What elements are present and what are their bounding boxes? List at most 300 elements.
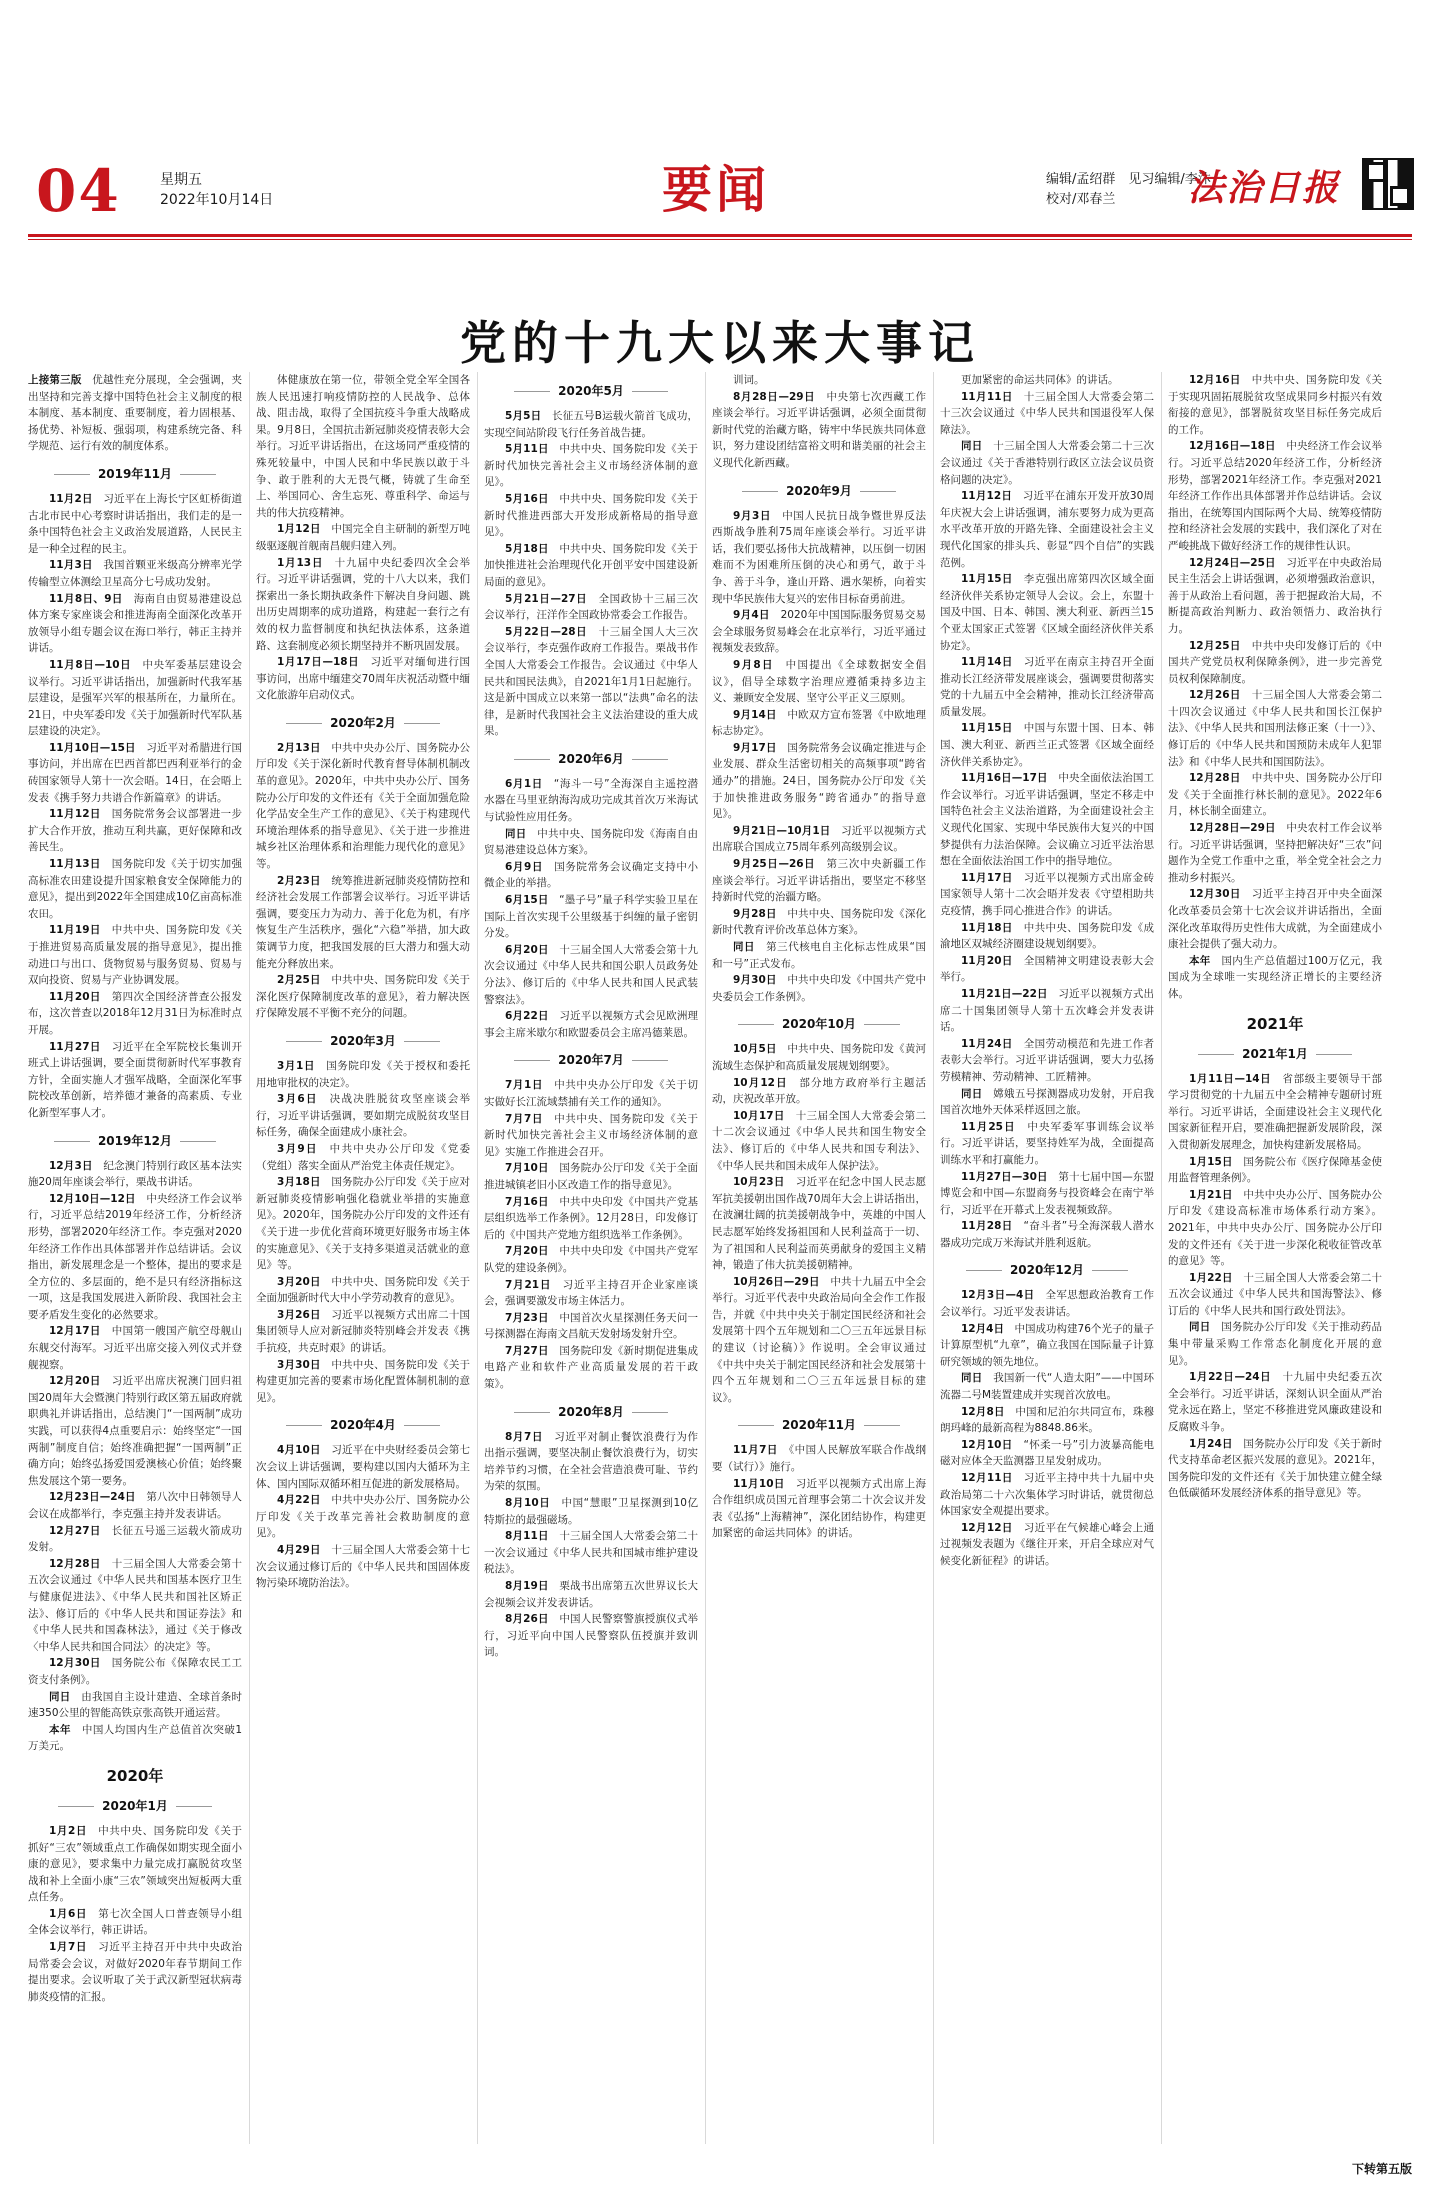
entry-date: 1月24日 (1189, 1437, 1233, 1450)
entry-date: 7月10日 (505, 1162, 549, 1175)
entry-text: 中央军委军事训练会议举行。习近平讲话，要坚持姓军为战，全面提高训练水平和打赢能力。 (940, 1120, 1154, 1166)
entry-text: 第四次全国经济普查公报发布，这次普查以2018年12月31日为标准时点开展。 (28, 990, 242, 1036)
entry-text: 第七次全国人口普查领导小组全体会议举行，韩正讲话。 (28, 1907, 242, 1937)
chronicle-entry (28, 1556, 242, 1656)
entry-text: 训词。 (733, 374, 765, 386)
chronicle-entry (28, 806, 242, 856)
chronicle-entry (940, 372, 1154, 389)
chronicle-entry (256, 1141, 470, 1174)
chronicle-entry (484, 1277, 698, 1310)
entry-date: 12月28日 (1189, 772, 1241, 785)
chronicle-entry (28, 1906, 242, 1939)
chronicle-entry (484, 892, 698, 942)
entry-date: 11月19日 (49, 924, 101, 937)
entry-date: 11月25日 (961, 1120, 1016, 1133)
entry-date: 同日 (961, 1087, 983, 1100)
entry-date: 11月17日 (961, 871, 1013, 884)
month-heading: 2020年5月 (484, 382, 698, 400)
entry-text: 中共中央、国务院印发《关于新时代推进西部大开发形成新格局的指导意见》。 (484, 492, 698, 539)
entry-text: 国务院公布《医疗保障基金使用监督管理条例》。 (1168, 1155, 1382, 1185)
chronicle-entry (28, 1158, 242, 1191)
chronicle-entry (712, 1041, 926, 1074)
chronicle-entry (484, 1243, 698, 1276)
entry-date: 11月12日 (961, 490, 1013, 503)
entry-date: 11月8日—10日 (49, 658, 132, 671)
month-heading: 2020年8月 (484, 1403, 698, 1421)
entry-text: 国务院办公厅印发《关于新时代支持革命老区振兴发展的意见》。2021年，国务院印发的文件还有《关于加快建立健全绿色低碳循环发展经济体系的指导意见》等。 (1168, 1437, 1382, 1500)
entry-date: 10月23日 (733, 1176, 785, 1189)
month-heading: 2019年12月 (28, 1132, 242, 1150)
chronicle-entry (256, 873, 470, 973)
entry-text: 国务院印发《关于授权和委托用地审批权的决定》。 (256, 1059, 470, 1089)
entry-text: 国务院印发《新时期促进集成电路产业和软件产业高质量发展的若干政策》。 (484, 1344, 698, 1391)
chronicle-entry (484, 1495, 698, 1528)
entry-text: 习近平主持中共十九届中央政治局第二十六次集体学习时讲话，就贯彻总体国家安全观提出要求。 (940, 1472, 1154, 1518)
chronicle-entry (940, 770, 1154, 870)
entry-text: 十三届全国人大常委会第十七次会议通过修订后的《中华人民共和国固体废物污染环境防治法》。 (256, 1544, 470, 1590)
entry-text: 中共中央、国务院印发《黄河流域生态保护和高质量发展规划纲要》。 (712, 1043, 926, 1072)
chronicle-entry (712, 1442, 926, 1475)
entry-text: 第三代核电自主化标志性成果“国和一号”正式发布。 (712, 941, 926, 970)
chronicle-entry (712, 906, 926, 939)
entry-date: 11月10日—15日 (49, 741, 136, 754)
column-divider (933, 372, 934, 2144)
entry-date: 12月30日 (49, 1657, 101, 1670)
entry-date: 12月3日 (49, 1159, 93, 1172)
entry-text: 中央全面依法治国工作会议举行。习近平讲话强调，坚定不移走中国特色社会主义法治道路，为全面建设社会主义现代化国家、实现中华民族伟大复兴的中国梦提供有力法治保障。会议确立习近平法治思想在全面依法治国工作中的指导地位。 (940, 772, 1154, 868)
entry-text: 中国人均国内生产总值首次突破1万美元。 (28, 1723, 242, 1753)
entry-text: 中央经济工作会议举行。习近平总结2020年经济工作，分析经济形势，部署2021年经济工作。李克强对2021年经济工作作出具体部署并作总结讲话。会议指出，在统筹国内国际两个大局、统筹疫情防控和经济社会发展的实践中，我们深化了对在严峻挑战下做好经济工作的规律性认识。 (1168, 440, 1382, 552)
column-divider (705, 372, 706, 2144)
text-column (1168, 372, 1382, 2144)
entry-date: 9月30日 (733, 974, 777, 987)
entry-date: 12月28日 (49, 1557, 101, 1570)
entry-date: 12月30日 (1189, 888, 1241, 901)
issue-date-block (160, 170, 273, 210)
entry-text: “怀柔一号”引力波暴高能电磁对应体全天监测器卫星发射成功。 (940, 1438, 1154, 1468)
entry-text: 中国第一艘国产航空母舰山东舰交付海军。习近平出席交接入列仪式并登舰视察。 (28, 1325, 242, 1371)
entry-date: 9月25日—26日 (733, 858, 816, 871)
entry-date: 5月22日—28日 (505, 625, 588, 638)
chronicle-entry (940, 1086, 1154, 1119)
column-divider (249, 372, 250, 2144)
entry-text: 中共中央、国务院印发《关于实现巩固拓展脱贫攻坚成果同乡村振兴有效衔接的意见》，部署脱贫攻坚目标任务完成后的工作。 (1168, 374, 1382, 436)
entry-date: 11月10日 (733, 1477, 785, 1490)
entry-text: 习近平在全军院校长集训开班式上讲话强调，要全面贯彻新时代军事教育方针，全面实施人才强军战略，全面深化军事院校改革创新，培养德才兼备的高素质、专业化新型军事人才。 (28, 1040, 242, 1119)
month-heading: 2020年9月 (712, 482, 926, 500)
chronicle-entry (484, 1429, 698, 1495)
editor-line-2: 校对/邓春兰 (1046, 192, 1116, 207)
chronicle-entry (712, 1274, 926, 1407)
entry-date: 12月10日—12日 (49, 1192, 136, 1205)
chronicle-entry (484, 1611, 698, 1661)
entry-text: 国务院办公厅印发《关于全面推进城镇老旧小区改造工作的指导意见》。 (484, 1162, 698, 1191)
entry-date: 11月20日 (49, 990, 101, 1003)
entry-date: 1月22日—24日 (1189, 1371, 1272, 1384)
chronicle-entry (712, 740, 926, 823)
chronicle-entry (1168, 1154, 1382, 1187)
entry-text: 习近平以视频方式出席金砖国家领导人第十二次会晤并发表《守望相助共克疫情，携手同心推进合作》的讲话。 (940, 871, 1154, 917)
entry-text: 部分地方政府举行主题活动，庆祝改革开放。 (712, 1076, 926, 1106)
entry-date: 6月15日 (505, 894, 549, 907)
entry-date: 7月20日 (505, 1245, 549, 1258)
chronicle-entry (484, 1160, 698, 1193)
chronicle-entry (1168, 1071, 1382, 1154)
entry-text: 习近平在气候雄心峰会上通过视频发表题为《继往开来，开启全球应对气候变化新征程》的讲话。 (940, 1521, 1154, 1567)
editor-line-1: 编辑/孟绍群 见习编辑/李沐 (1046, 172, 1211, 187)
chronicle-entry (940, 1470, 1154, 1520)
chronicle-entry (484, 624, 698, 740)
chronicle-entry (256, 1274, 470, 1307)
chronicle-entry (28, 657, 242, 740)
entry-date: 11月20日 (961, 954, 1013, 967)
chronicle-entry (484, 591, 698, 624)
chronicle-entry (712, 657, 926, 707)
entry-date: 6月22日 (505, 1010, 549, 1023)
entry-text: 中共中央、国务院印发《关于新时代加快完善社会主义市场经济体制的意见》实施工作推进会召开。 (484, 1112, 698, 1158)
entry-text: 十三届全国人大常委会第二十一次会议通过《中华人民共和国城市维护建设税法》。 (484, 1530, 698, 1576)
entry-date: 8月28日—29日 (733, 390, 816, 403)
chronicle-entry (28, 491, 242, 557)
entry-text: 中共中央印发修订后的《中国共产党党员权利保障条例》，进一步完善党员权利保障制度。 (1168, 639, 1382, 685)
chronicle-entry (712, 707, 926, 740)
chronicle-entry (940, 438, 1154, 488)
header-rule-thin (28, 239, 1412, 240)
chronicle-entry (256, 1442, 470, 1492)
entry-text: 国务院常务会议确定支持中小微企业的举措。 (484, 860, 698, 890)
chronicle-entry (256, 1492, 470, 1542)
continued-note: 下转第五版 (1351, 2162, 1412, 2176)
entry-text: 国务院办公厅印发《关于应对新冠肺炎疫情影响强化稳就业举措的实施意见》。2020年，国务院办公厅印发的文件还有《关于进一步优化营商环境更好服务市场主体的实施意见》、《关于支持多渠道灵活就业的意见》等。 (256, 1176, 470, 1272)
chronicle-entry (28, 1489, 242, 1522)
chronicle-entry (28, 1689, 242, 1722)
entry-text: 中国和尼泊尔共同宣布，珠穆朗玛峰的最新高程为8848.86米。 (940, 1405, 1154, 1435)
entry-text: 国务院公布《保障农民工工资支付条例》。 (28, 1657, 242, 1686)
chronicle-entry (940, 920, 1154, 953)
chronicle-entry (712, 389, 926, 472)
entry-text: 统筹推进新冠肺炎疫情防控和经济社会发展工作部署会议举行。习近平讲话强调，要变压力为动力、善于化危为机，有序恢复生产生活秩序，强化“六稳”举措，加大政策调节力度，把我国发展的巨大潜力和强大动能充分释放出来。 (256, 874, 470, 970)
entry-text: 优越性充分展现，全会强调，夹出坚持和完善支撑中国特色社会主义制度的根本制度、基本制度、重要制度，着力固根基、扬优势、补短板、强弱项，构建系统完备、科学规范、运行有效的制度体系。 (28, 374, 242, 453)
entry-text: 中共中央、国务院印发《关于加快推进社会治理现代化开创平安中国建设新局面的意见》。 (484, 542, 698, 588)
entry-text: “海斗一号”全海深自主遥控潜水器在马里亚纳海沟成功完成其首次万米海试与试验性应用任务。 (484, 777, 698, 824)
chronicle-entry (712, 1108, 926, 1174)
entry-date: 5月18日 (505, 542, 549, 555)
entry-date: 11月28日 (961, 1220, 1013, 1233)
entry-text: 十三届全国人大常委会第十九次会议通过《中华人民共和国公职人员政务处分法》、修订后的《中华人民共和国人民武装警察法》。 (484, 943, 698, 1006)
entry-text: “奋斗者”号全海深载人潜水器成功完成万米海试并胜利返航。 (940, 1220, 1154, 1249)
month-heading: 2020年7月 (484, 1051, 698, 1069)
chronicle-entry (256, 1058, 470, 1091)
entry-date: 5月21日—27日 (505, 592, 588, 605)
continued-from-label: 上接第三版 (28, 374, 82, 386)
entry-text: 十三届全国人大常委会第二十三次会议通过《中华人民共和国退役军人保障法》。 (940, 390, 1154, 436)
entry-text: 习近平在中央政治局民主生活会上讲话强调，必须增强政治意识，善于从政治上看问题，善于把握政治大局，不断提高政治判断力、政治领悟力、政治执行力。 (1168, 556, 1382, 635)
entry-date: 4月10日 (277, 1444, 321, 1457)
chronicle-entry (940, 986, 1154, 1036)
entry-date: 3月20日 (277, 1275, 321, 1288)
entry-text: 习近平在浦东开发开放30周年庆祝大会上讲话强调，浦东要努力成为更高水平改革开放的开路先锋、全面建设社会主义现代化国家的排头兵、彰显“四个自信”的实践范例。 (940, 490, 1154, 569)
entry-date: 11月11日 (961, 390, 1013, 403)
entry-date: 2月23日 (277, 874, 321, 887)
chronicle-entry (484, 942, 698, 1008)
entry-text: 习近平对制止餐饮浪费行为作出指示强调，要坚决制止餐饮浪费行为，切实培养节约习惯，在全社会营造浪费可耻、节约为荣的氛围。 (484, 1430, 698, 1493)
entry-date: 8月7日 (505, 1430, 544, 1443)
entry-date: 7月21日 (505, 1278, 552, 1291)
entry-text: 全军思想政治教育工作会议举行。习近平发表讲话。 (940, 1289, 1154, 1319)
entry-text: 习近平在南京主持召开全面推动长江经济带发展座谈会，强调要贯彻落实党的十九届五中全会精神，推动长江经济带高质量发展。 (940, 656, 1154, 718)
chronicle-entry (256, 555, 470, 655)
entry-text: 长征五号遥三运载火箭成功发射。 (28, 1524, 242, 1554)
masthead (28, 158, 1412, 230)
entry-date: 11月18日 (961, 921, 1013, 934)
chronicle-entry (940, 1321, 1154, 1371)
entry-date: 1月6日 (49, 1907, 88, 1920)
entry-date: 7月23日 (505, 1311, 549, 1324)
chronicle-entry (940, 654, 1154, 720)
entry-date: 6月1日 (505, 777, 543, 790)
month-heading: 2020年1月 (28, 1797, 242, 1815)
lead-paragraph (28, 372, 242, 455)
entry-text: 习近平在上海长宁区虹桥街道古北市民中心考察时讲话指出，我们走的是一条中国特色社会主义政治发展道路，人民民主是一种全过程的民主。 (28, 492, 242, 555)
entry-text: 中国人民抗日战争暨世界反法西斯战争胜利75周年座谈会举行。习近平讲话，我们要弘扬伟大抗战精神，以压倒一切困难而不为困难所压倒的决心和勇气，敢于斗争、善于斗争，逢山开路、遇水架桥，向着实现中华民族伟大复兴的宏伟目标奋勇前进。 (712, 509, 926, 605)
entry-text: 习近平出席庆祝澳门回归祖国20周年大会暨澳门特别行政区第五届政府就职典礼并讲话指出，总结澳门“一国两制”成功实践，可以获得4点重要启示：始终坚定“一国两制”制度自信；始终准确把握“一国两制”正确方向；始终弘扬爱国爱澳核心价值；始终聚焦发展这个第一要务。 (28, 1375, 242, 1487)
entry-text: 《中国人民解放军联合作战纲要（试行）》施行。 (712, 1444, 926, 1474)
chronicle-entry (712, 607, 926, 657)
entry-text: 习近平主持召开企业家座谈会，强调要激发市场主体活力。 (484, 1278, 698, 1308)
entry-date: 1月17日—18日 (277, 656, 360, 669)
entry-date: 11月3日 (49, 559, 93, 572)
chronicle-entry (1168, 687, 1382, 770)
chronicle-entry (1168, 372, 1382, 438)
entry-date: 11月24日 (961, 1037, 1013, 1050)
chronicle-entry (1168, 953, 1382, 1003)
text-column (712, 372, 926, 2144)
entry-text: 2020年中国国际服务贸易交易会全球服务贸易峰会在北京举行，习近平通过视频发表致辞。 (712, 609, 926, 655)
chronicle-entry (940, 571, 1154, 654)
qr-code-icon (1362, 158, 1414, 210)
month-heading: 2020年3月 (256, 1032, 470, 1050)
entry-text: 我国首颗亚米级高分辨率光学传输型立体测绘卫星高分七号成功发射。 (28, 559, 242, 588)
chronicle-entry (712, 1174, 926, 1274)
chronicle-entry (1168, 555, 1382, 638)
text-column (28, 372, 242, 2144)
entry-date: 本年 (49, 1723, 71, 1736)
entry-date: 4月22日 (277, 1494, 321, 1507)
entry-date: 12月12日 (961, 1521, 1013, 1534)
entry-text: 全国精神文明建设表彰大会举行。 (940, 954, 1154, 984)
entry-text: 中国成功构建76个光子的量子计算原型机“九章”，确立我国在国际量子计算研究领域的领先地位。 (940, 1322, 1154, 1368)
issue-date: 2022年10月14日 (160, 192, 274, 208)
entry-text: 中央经济工作会议举行，习近平总结2019年经济工作，分析经济形势，部署2020年经济工作。李克强对2020年经济工作作出具体部署并作总结讲话。会议指出，新发展理念是一个整体，提出的要求是全方位的、多层面的，绝不是只有经济指标这一项，这是我国发展进入新阶段、我国社会主要矛盾发生变化的必然要求。 (28, 1192, 242, 1321)
entry-date: 本年 (1189, 954, 1211, 967)
chronicle-entry (28, 1191, 242, 1324)
chronicle-entry (256, 1542, 470, 1592)
chronicle-entry (712, 372, 926, 389)
entry-date: 同日 (733, 941, 756, 953)
chronicle-entry (28, 591, 242, 657)
entry-text: 十三届全国人大常委会第二十四次会议通过《中华人民共和国长江保护法》、《中华人民共和国刑法修正案（十一）》、修订后的《中华人民共和国预防未成年人犯罪法》和《中华人民共和国国防法》。 (1168, 689, 1382, 768)
chronicle-entry (1168, 1369, 1382, 1435)
entry-date: 8月26日 (505, 1613, 549, 1626)
entry-text: 中共中央印发《中国共产党中央委员会工作条例》。 (712, 974, 926, 1003)
text-column (484, 372, 698, 2144)
chronicle-entry (940, 953, 1154, 986)
chronicle-entry (484, 1077, 698, 1110)
entry-date: 12月20日 (49, 1375, 101, 1388)
year-heading: 2021年 (1246, 1014, 1304, 1033)
entry-text: 省部级主要领导干部学习贯彻党的十九届五中全会精神专题研讨班举行。习近平讲话，全面建设社会主义现代化国家新征程开启，要准确把握新发展阶段，深入贯彻新发展理念，加快构建新发展格局。 (1168, 1072, 1382, 1151)
entry-date: 11月15日 (961, 722, 1013, 735)
chronicle-entry (712, 508, 926, 608)
entry-text: 李克强出席第四次区域全面经济伙伴关系协定领导人会议。会上，东盟十国及中国、日本、韩国、澳大利亚、新西兰15个亚太国家正式签署《区域全面经济伙伴关系协定》。 (940, 573, 1154, 652)
chronicle-entry (256, 972, 470, 1022)
entry-text: 第十七届中国—东盟博览会和中国—东盟商务与投资峰会在南宁举行，习近平在开幕式上发表视频致辞。 (940, 1170, 1154, 1216)
year-heading: 2020年 (106, 1766, 164, 1785)
chronicle-entry (256, 654, 470, 704)
entry-date: 7月27日 (505, 1344, 549, 1357)
entry-text: 十九届中央纪委五次全会举行。习近平讲话，深刻认识全面从严治党永远在路上，坚定不移推进党风廉政建设和反腐败斗争。 (1168, 1371, 1382, 1434)
entry-text: 纪念澳门特别行政区基本法实施20周年座谈会举行，栗战书讲话。 (28, 1159, 242, 1189)
entry-date: 11月14日 (961, 656, 1013, 669)
chronicle-entry (28, 1939, 242, 2005)
entry-date: 9月8日 (733, 658, 774, 671)
entry-text: 中共中央、国务院印发《深化新时代教育评价改革总体方案》。 (712, 907, 926, 937)
entry-date: 9月28日 (733, 907, 777, 920)
entry-date: 12月23日—24日 (49, 1491, 136, 1504)
chronicle-entry (256, 372, 470, 521)
entry-text: 中共中央、国务院印发《关于抓好“三农”领域重点工作确保如期实现全面小康的意见》，要求集中力量完成打赢脱贫攻坚战和补上全面小康“三农”领域突出短板两大重点任务。 (28, 1824, 242, 1904)
entry-date: 同日 (49, 1690, 71, 1703)
entry-text: 十三届全国人大常委会第二十五次会议通过《中华人民共和国海警法》、修订后的《中华人民共和国行政处罚法》。 (1168, 1271, 1382, 1317)
chronicle-entry (484, 1578, 698, 1611)
chronicle-entry (940, 1404, 1154, 1437)
entry-date: 6月9日 (505, 860, 544, 873)
entry-text: 中共中央、国务院办公厅印发《关于全面推行林长制的意见》。2022年6月，林长制全面建立。 (1168, 772, 1382, 818)
entry-text: 习近平以视频方式会见欧洲理事会主席米歇尔和欧盟委员会主席冯德莱恩。 (484, 1010, 698, 1039)
chronicle-entry (484, 1194, 698, 1244)
chronicle-entry (712, 823, 926, 856)
entry-date: 11月16日—17日 (961, 772, 1048, 785)
entry-date: 3月30日 (277, 1358, 321, 1371)
chronicle-entry (484, 1008, 698, 1041)
entry-date: 1月22日 (1189, 1271, 1233, 1284)
header-rule (28, 234, 1412, 237)
chronicle-entry (28, 557, 242, 590)
chronicle-entry (940, 1119, 1154, 1169)
entry-date: 12月8日 (961, 1405, 1005, 1418)
entry-text: 中共中央、国务院印发《关于新时代加快完善社会主义市场经济体制的意见》。 (484, 443, 698, 489)
month-heading: 2020年4月 (256, 1416, 470, 1434)
entry-text: 中共十九届五中全会举行。习近平代表中央政治局向全会作工作报告，并就《中共中央关于制定国民经济和社会发展第十四个五年规划和二〇三五年远景目标的建议（讨论稿）》作说明。全会审议通过《中共中央关于制定国民经济和社会发展第十四个五年规划和二〇三五年远景目标的建议》。 (712, 1275, 926, 1404)
entry-date: 8月19日 (505, 1580, 549, 1592)
month-heading: 2020年10月 (712, 1015, 926, 1033)
month-heading: 2021年1月 (1168, 1045, 1382, 1063)
entry-text: 十三届全国人大常委会第十五次会议通过《中华人民共和国基本医疗卫生与健康促进法》、《中华人民共和国社区矫正法》、修订后的《中华人民共和国证券法》和《中华人民共和国森林法》，通过《关于修改〈中华人民共和国合同法〉的决定》等。 (28, 1557, 242, 1653)
entry-text: 习近平主持召开中央全面深化改革委员会第十七次会议并讲话指出，全面深化改革取得历史性伟大成就，为全面建成小康社会提供了强大动力。 (1168, 888, 1382, 951)
chronicle-entry (940, 389, 1154, 439)
entry-text: 中国首次火星探测任务天问一号探测器在海南文昌航天发射场发射升空。 (484, 1311, 698, 1341)
entry-date: 11月13日 (49, 858, 101, 871)
entry-text: 习近平以视频方式出席二十国集团领导人第十五次峰会并发表讲话。 (940, 987, 1154, 1034)
entry-date: 11月15日 (961, 573, 1013, 586)
entry-text: 中国人民警察警旗授旗仪式举行，习近平向中国人民警察队伍授旗并致训词。 (484, 1613, 698, 1659)
chronicle-entry (28, 1722, 242, 1755)
weekday: 星期五 (160, 172, 202, 188)
entry-text: 第八次中日韩领导人会议在成都举行，李克强主持并发表讲话。 (28, 1491, 242, 1520)
entry-date: 7月16日 (505, 1195, 549, 1208)
entry-text: 十三届全国人大常委会第二十二次会议通过《中华人民共和国生物安全法》、修订后的《中华人民共和国专利法》、《中华人民共和国未成年人保护法》。 (712, 1109, 926, 1172)
chronicle-entry (940, 870, 1154, 920)
article-columns (28, 372, 1412, 2144)
month-heading: 2020年12月 (940, 1261, 1154, 1279)
chronicle-entry (940, 488, 1154, 571)
entry-text: 由我国自主设计建造、全球首条时速350公里的智能高铁京张高铁开通运营。 (28, 1690, 242, 1720)
entry-date: 12月3日—4日 (961, 1289, 1035, 1302)
entry-text: 全国劳动模范和先进工作者表彰大会举行。习近平讲话强调，要大力弘扬劳模精神、劳动精神、工匠精神。 (940, 1037, 1154, 1083)
entry-text: “墨子号”量子科学实验卫星在国际上首次实现千公里级基于纠缠的量子密钥分发。 (484, 894, 698, 940)
column-divider (477, 372, 478, 2144)
article-headline: 党的十九大以来大事记 (460, 315, 980, 370)
entry-text: 习近平对缅甸进行国事访问，出席中缅建交70周年庆祝活动暨中缅文化旅游年启动仪式。 (256, 656, 470, 702)
chronicle-entry (28, 1655, 242, 1688)
chronicle-entry (28, 922, 242, 988)
month-heading: 2020年2月 (256, 714, 470, 732)
entry-date: 同日 (961, 440, 983, 453)
entry-date: 12月4日 (961, 1322, 1004, 1335)
entry-text: 十三届全国人大三次会议举行，李克强作政府工作报告。栗战书作全国人大常委会工作报告。会议通过《中华人民共和国民法典》，自2021年1月1日起施行。这是新中国成立以来第一部以“法典”命名的法律，是新时代我国社会主义法治建设的重大成果。 (484, 625, 698, 738)
entry-text: 中共中央、国务院印发《关于深化医疗保障制度改革的意见》，着力解决医疗保障发展不平衡不充分的问题。 (256, 974, 470, 1020)
chronicle-entry (28, 989, 242, 1039)
entry-text: 中欧双方宣布签署《中欧地理标志协定》。 (712, 708, 926, 738)
entry-date: 1月11日—14日 (1189, 1072, 1272, 1085)
entry-date: 3月6日 (277, 1093, 318, 1106)
entry-date: 11月12日 (49, 808, 101, 821)
chronicle-entry (940, 1218, 1154, 1251)
chronicle-entry (484, 776, 698, 826)
column-divider (1161, 372, 1162, 2144)
entry-date: 12月17日 (49, 1325, 101, 1338)
entry-date: 3月9日 (277, 1142, 318, 1155)
month-heading: 2020年6月 (484, 750, 698, 768)
entry-text: 习近平在纪念中国人民志愿军抗美援朝出国作战70周年大会上讲话指出，在波澜壮阔的抗美援朝战争中，英雄的中国人民志愿军始终发扬祖国和人民利益高于一切、为了祖国和人民利益而英勇献身的爱国主义精神，锻造了伟大抗美援朝精神。 (712, 1176, 926, 1272)
entry-text: 全国政协十三届三次会议举行，汪洋作全国政协常委会工作报告。 (484, 592, 698, 622)
entry-date: 12月27日 (49, 1524, 101, 1537)
entry-text: 十三届全国人大常委会第二十三次会议通过《关于香港特别行政区立法会议员资格问题的决定》。 (940, 440, 1154, 486)
entry-date: 11月27日—30日 (961, 1170, 1048, 1183)
chronicle-entry (940, 1036, 1154, 1086)
chronicle-entry (484, 1343, 698, 1393)
chronicle-entry (484, 491, 698, 541)
chronicle-entry (712, 972, 926, 1005)
entry-text: 习近平在中央财经委员会第七次会议上讲话强调，要构建以国内大循环为主体、国内国际双循环相互促进的新发展格局。 (256, 1444, 470, 1490)
chronicle-entry (940, 1370, 1154, 1403)
entry-text: 中共中央印发《中国共产党军队党的建设条例》。 (484, 1245, 698, 1274)
chronicle-entry (712, 856, 926, 906)
chronicle-entry (1168, 886, 1382, 952)
newspaper-logo: 法治日报 (1188, 167, 1341, 209)
entry-date: 11月2日 (49, 492, 93, 505)
chronicle-entry (28, 1373, 242, 1489)
entry-date: 1月21日 (1189, 1188, 1233, 1201)
entry-text: 习近平以视频方式出席上海合作组织成员国元首理事会第二十次会议并发表《弘扬“上海精神”，深化团结协作，构建更加紧密的命运共同体》的讲话。 (712, 1477, 926, 1540)
entry-text: 中国“慧眼”卫星探测到10亿特斯拉的最强磁场。 (484, 1497, 698, 1526)
entry-text: 习近平对希腊进行国事访问，并出席在巴西首都巴西利亚举行的金砖国家领导人第十一次会晤。14日，在会晤上发表《携手努力共谱合作新篇章》的讲话。 (28, 741, 242, 804)
entry-text: 中国与东盟十国、日本、韩国、澳大利亚、新西兰正式签署《区域全面经济伙伴关系协定》。 (940, 722, 1154, 768)
entry-date: 10月5日 (733, 1043, 777, 1056)
chronicle-entry (484, 1528, 698, 1578)
chronicle-entry (1168, 770, 1382, 820)
entry-text: 中央农村工作会议举行。习近平讲话强调，坚持把解决好“三农”问题作为全党工作重中之重，举全党全社会之力推动乡村振兴。 (1168, 822, 1382, 884)
